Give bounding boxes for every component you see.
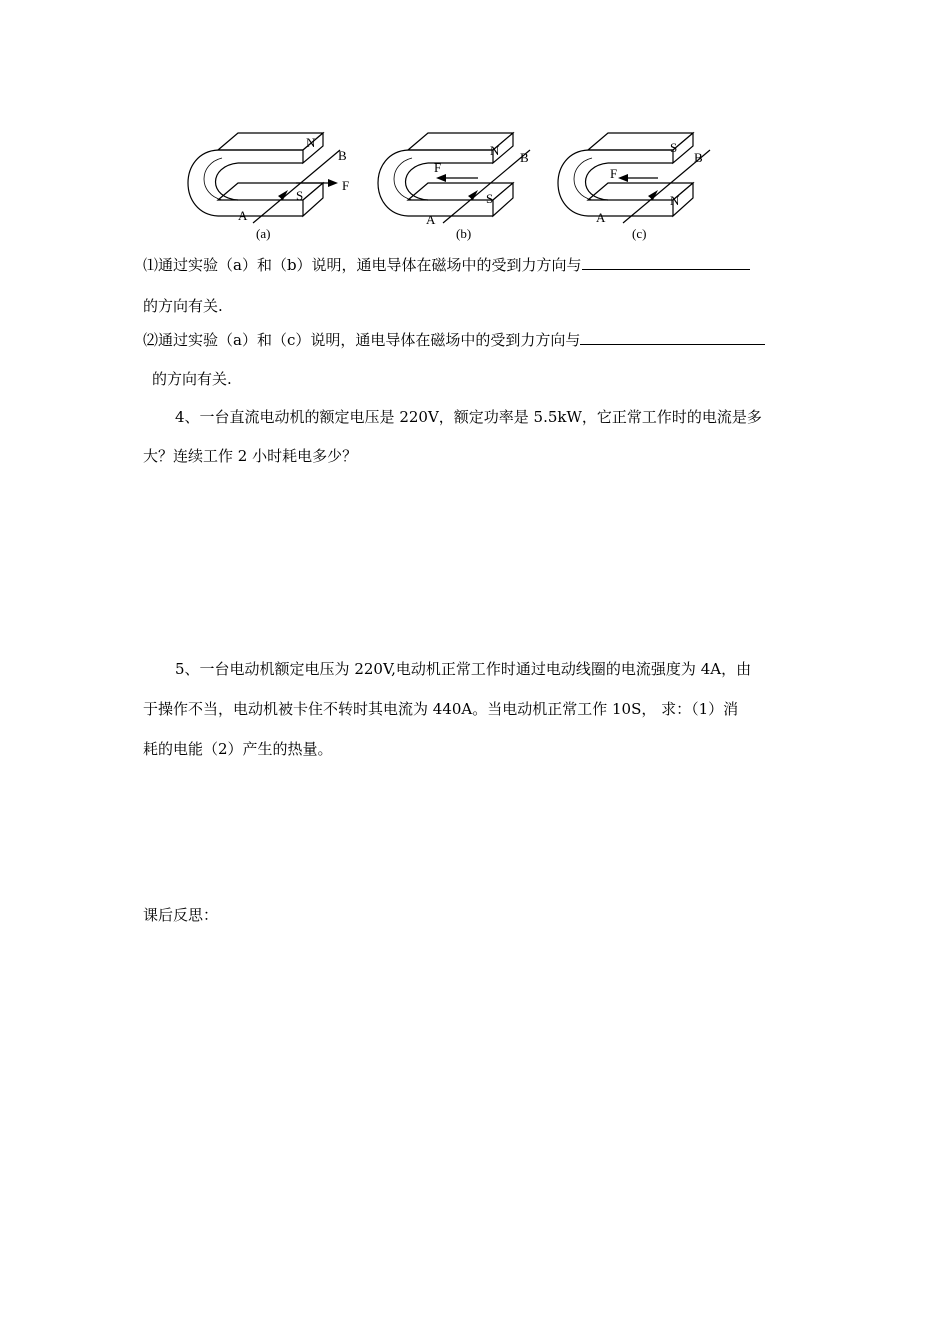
force-c: F bbox=[610, 166, 618, 181]
caption-c: (c) bbox=[632, 226, 647, 241]
pole-top-c: S bbox=[670, 140, 678, 155]
q5-line3: 耗的电能（2）产生的热量。 bbox=[143, 740, 333, 758]
pole-bottom-a: S bbox=[296, 188, 304, 203]
magnet-diagrams-svg bbox=[178, 128, 718, 246]
pole-bottom-c: N bbox=[670, 193, 680, 208]
force-b: F bbox=[434, 160, 442, 175]
q4-line1: 4、一台直流电动机的额定电压是 220V，额定功率是 5.5kW，它正常工作时的电流是多 bbox=[175, 408, 762, 426]
end-a-b: A bbox=[426, 212, 436, 227]
caption-b: (b) bbox=[456, 226, 472, 241]
force-a: F bbox=[342, 178, 350, 193]
end-b-b: B bbox=[520, 150, 529, 165]
end-a-c: A bbox=[596, 210, 606, 225]
end-a-a: A bbox=[238, 208, 248, 223]
q3-part1-blank[interactable] bbox=[582, 255, 750, 270]
magnet-c bbox=[558, 133, 710, 241]
q5-line1: 5、一台电动机额定电压为 220V,电动机正常工作时通过电动线圈的电流强度为 4A，由 bbox=[175, 660, 752, 678]
reflection-label: 课后反思： bbox=[143, 906, 219, 924]
magnet-experiment-figure bbox=[178, 128, 718, 246]
q4-line2: 大？连续工作 2 小时耗电多少？ bbox=[143, 447, 358, 465]
q3-part2-line bbox=[143, 330, 765, 350]
magnet-b bbox=[378, 133, 530, 241]
magnet-a bbox=[188, 133, 349, 241]
q3-part2-blank[interactable] bbox=[580, 330, 765, 345]
q3-part2-text: ⑵通过实验（a）和（c）说明，通电导体在磁场中的受到力方向与 bbox=[143, 331, 581, 349]
caption-a: (a) bbox=[256, 226, 271, 241]
q3-part1-text: ⑴通过实验（a）和（b）说明，通电导体在磁场中的受到力方向与 bbox=[143, 256, 582, 274]
pole-top-a: N bbox=[306, 135, 316, 150]
q3-part2-tail: 的方向有关. bbox=[152, 370, 232, 388]
end-b-c: B bbox=[694, 150, 703, 165]
end-b-a: B bbox=[338, 148, 347, 163]
q3-part1-line bbox=[143, 255, 750, 275]
pole-bottom-b: S bbox=[486, 191, 494, 206]
q3-part1-tail: 的方向有关. bbox=[143, 297, 223, 315]
q5-line2: 于操作不当，电动机被卡住不转时其电流为 440A。当电动机正常工作 10S， 求：（1）消 bbox=[143, 700, 739, 718]
pole-top-b: N bbox=[490, 143, 500, 158]
